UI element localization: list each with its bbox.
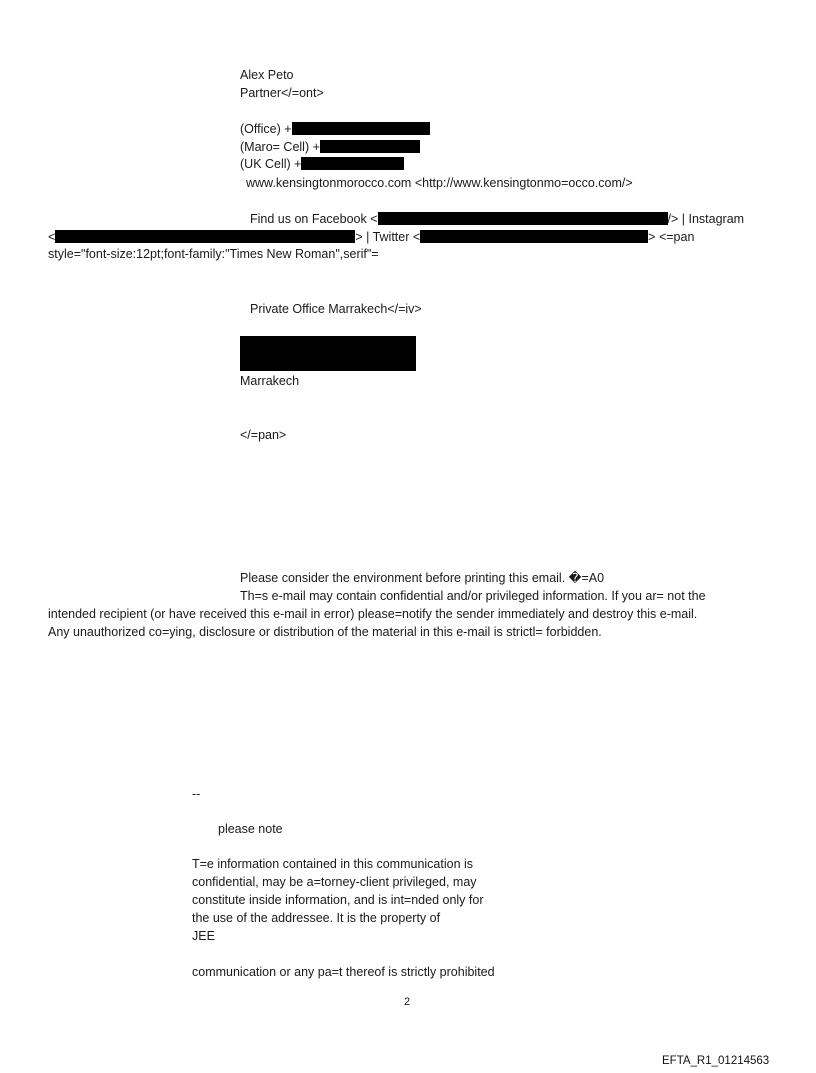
- redaction-bar: [292, 122, 430, 135]
- environment-note: Please consider the environment before printing this email. �=A0: [240, 571, 605, 585]
- redacted-address-block: [240, 336, 416, 371]
- office-phone-line: [240, 122, 430, 137]
- please-note-heading: please note: [218, 822, 283, 836]
- span-fragment: > <=pan: [648, 230, 695, 244]
- redaction-bar: [320, 140, 420, 153]
- notice-line: constitute inside information, and is int=nded only for: [192, 893, 484, 907]
- style-fragment: style="font-size:12pt;font-family:"Times New Roman",serif"=: [48, 247, 379, 261]
- notice-line: the use of the addressee. It is the property of: [192, 911, 441, 925]
- notice-line: communication or any pa=t thereof is strictly prohibited: [192, 965, 495, 979]
- twitter-label: > | Twitter <: [355, 230, 421, 244]
- facebook-label: Find us on Facebook <: [250, 212, 378, 226]
- city-name: Marrakech: [240, 374, 300, 388]
- notice-line: JEE: [192, 929, 215, 943]
- website-link: www.kensingtonmorocco.com <http://www.kensingtonmo=occo.com/>: [246, 176, 633, 190]
- uk-cell-label: (UK Cell) +: [240, 157, 302, 171]
- social-line-1: [250, 212, 744, 227]
- maro-cell-label: (Maro= Cell) +: [240, 140, 320, 154]
- office-phone-label: (Office) +: [240, 122, 292, 136]
- disclaimer-line: Th=s e-mail may contain confidential and/or privileged information. If you ar= not the: [240, 589, 706, 603]
- document-id: EFTA_R1_01214563: [662, 1055, 770, 1067]
- redaction-bar: [378, 212, 668, 225]
- sender-title: Partner</=ont>: [240, 86, 324, 100]
- maro-cell-line: [240, 140, 420, 155]
- sender-name: Alex Peto: [240, 68, 294, 82]
- notice-line: confidential, may be a=torney-client privileged, may: [192, 875, 477, 889]
- redaction-bar: [420, 230, 648, 243]
- disclaimer-line: intended recipient (or have received this e-mail in error) please=notify the sender immediately and destroy this e-mail.: [48, 607, 698, 621]
- redaction-bar: [301, 157, 404, 170]
- redaction-bar: [55, 230, 355, 243]
- separator-dashes: --: [192, 787, 201, 801]
- social-line-2: [48, 230, 694, 245]
- office-name: Private Office Marrakech</=iv>: [250, 302, 422, 316]
- uk-cell-line: [240, 157, 404, 172]
- instagram-open: <: [48, 230, 56, 244]
- page-number: 2: [404, 996, 411, 1008]
- notice-line: T=e information contained in this communication is: [192, 857, 474, 871]
- instagram-label: /> | Instagram: [667, 212, 745, 226]
- span-close-fragment: </=pan>: [240, 428, 287, 442]
- disclaimer-line: Any unauthorized co=ying, disclosure or distribution of the material in this e-mail is strictl= forbidden.: [48, 625, 602, 639]
